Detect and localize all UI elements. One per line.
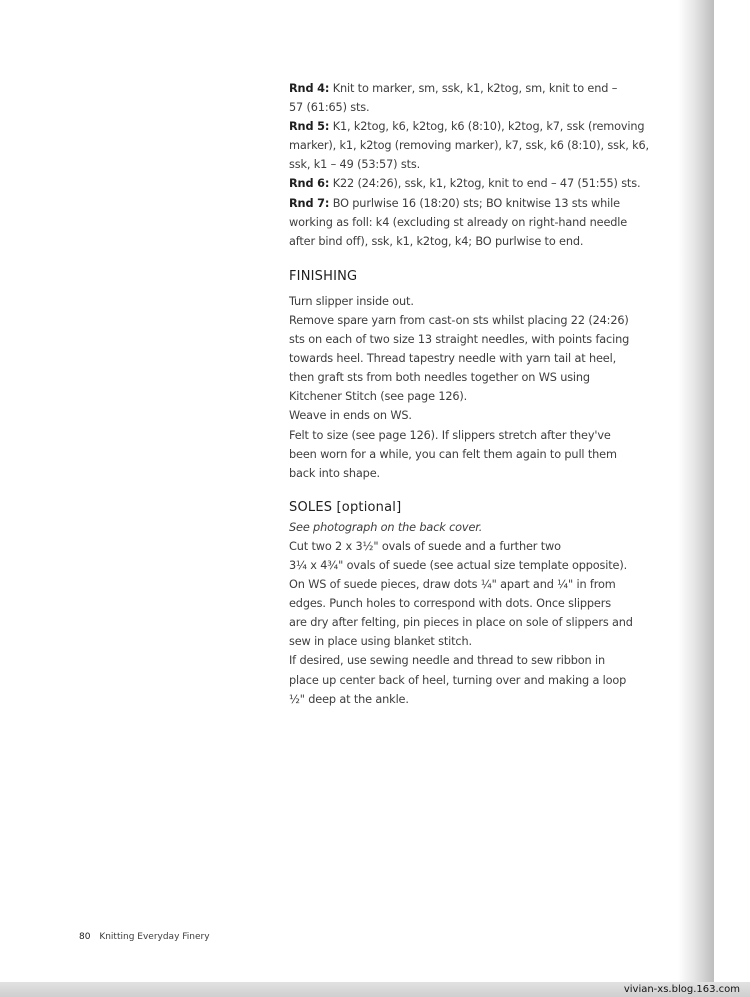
round-5 [289, 117, 649, 174]
text-line: Felt to size (see page 126). If slippers stretch after they've [289, 428, 611, 442]
round-4 [289, 79, 649, 117]
text-line: Weave in ends on WS. [289, 409, 412, 423]
round-label: Rnd 5: [289, 120, 330, 134]
page-number: 80 [79, 932, 91, 942]
page-edge-shadow [678, 0, 714, 982]
text-line: sew in place using blanket stitch. [289, 635, 472, 649]
text-line: back into shape. [289, 466, 380, 480]
photo-note: See photograph on the back cover. [289, 520, 483, 534]
text-line: ssk, k1 – 49 (53:57) sts. [289, 158, 421, 172]
text-line: Kitchener Stitch (see page 126). [289, 390, 468, 404]
text-line: sts on each of two size 13 straight needles, with points facing [289, 333, 630, 347]
text-line: then graft sts from both needles together on WS using [289, 371, 590, 385]
text-line: BO purlwise 16 (18:20) sts; BO knitwise 13 sts while [332, 196, 620, 210]
text-line: K1, k2tog, k6, k2tog, k6 (8:10), k2tog, k7, ssk (removing [332, 120, 645, 134]
finishing-heading: FINISHING [289, 268, 358, 284]
text-line: been worn for a while, you can felt them again to pull them [289, 447, 617, 461]
text-line: after bind off), ssk, k1, k2tog, k4; BO purlwise to end. [289, 234, 584, 248]
text-line: are dry after felting, pin pieces in place on sole of slippers and [289, 616, 633, 630]
text-line: ½" deep at the ankle. [289, 692, 409, 706]
text-line: edges. Punch holes to correspond with dots. Once slippers [289, 597, 611, 611]
text-line: 57 (61:65) sts. [289, 101, 370, 115]
text-line: 3¼ x 4¾" ovals of suede (see actual size template opposite). [289, 558, 628, 572]
round-label: Rnd 4: [289, 82, 330, 95]
finishing-body [289, 292, 649, 483]
text-line: K22 (24:26), ssk, k1, k2tog, knit to end – 47 (51:55) sts. [332, 177, 641, 191]
round-label: Rnd 6: [289, 177, 330, 191]
watermark-text: vivian-xs.blog.163.com [623, 984, 740, 995]
text-line: Knit to marker, sm, ssk, k1, k2tog, sm, knit to end – [332, 82, 618, 95]
soles-body [289, 518, 649, 709]
text-line: Turn slipper inside out. [289, 294, 414, 308]
text-line: place up center back of heel, turning over and making a loop [289, 673, 627, 687]
text-line: working as foll: k4 (excluding st already on right-hand needle [289, 215, 628, 229]
text-line: towards heel. Thread tapestry needle with yarn tail at heel, [289, 352, 617, 366]
soles-heading: SOLES [optional] [289, 499, 402, 515]
pattern-text-column [289, 79, 649, 709]
round-6 [289, 174, 649, 193]
book-title: Knitting Everyday Finery [99, 932, 210, 942]
text-line: On WS of suede pieces, draw dots ¼" apart and ¼" in from [289, 578, 616, 592]
text-line: Remove spare yarn from cast-on sts whilst placing 22 (24:26) [289, 313, 629, 327]
round-label: Rnd 7: [289, 196, 330, 210]
page-footer [79, 932, 210, 942]
text-line: marker), k1, k2tog (removing marker), k7, ssk, k6 (8:10), ssk, k6, [289, 139, 649, 153]
text-line: If desired, use sewing needle and thread to sew ribbon in [289, 654, 605, 668]
text-line: Cut two 2 x 3½" ovals of suede and a further two [289, 539, 561, 553]
round-7 [289, 194, 649, 251]
